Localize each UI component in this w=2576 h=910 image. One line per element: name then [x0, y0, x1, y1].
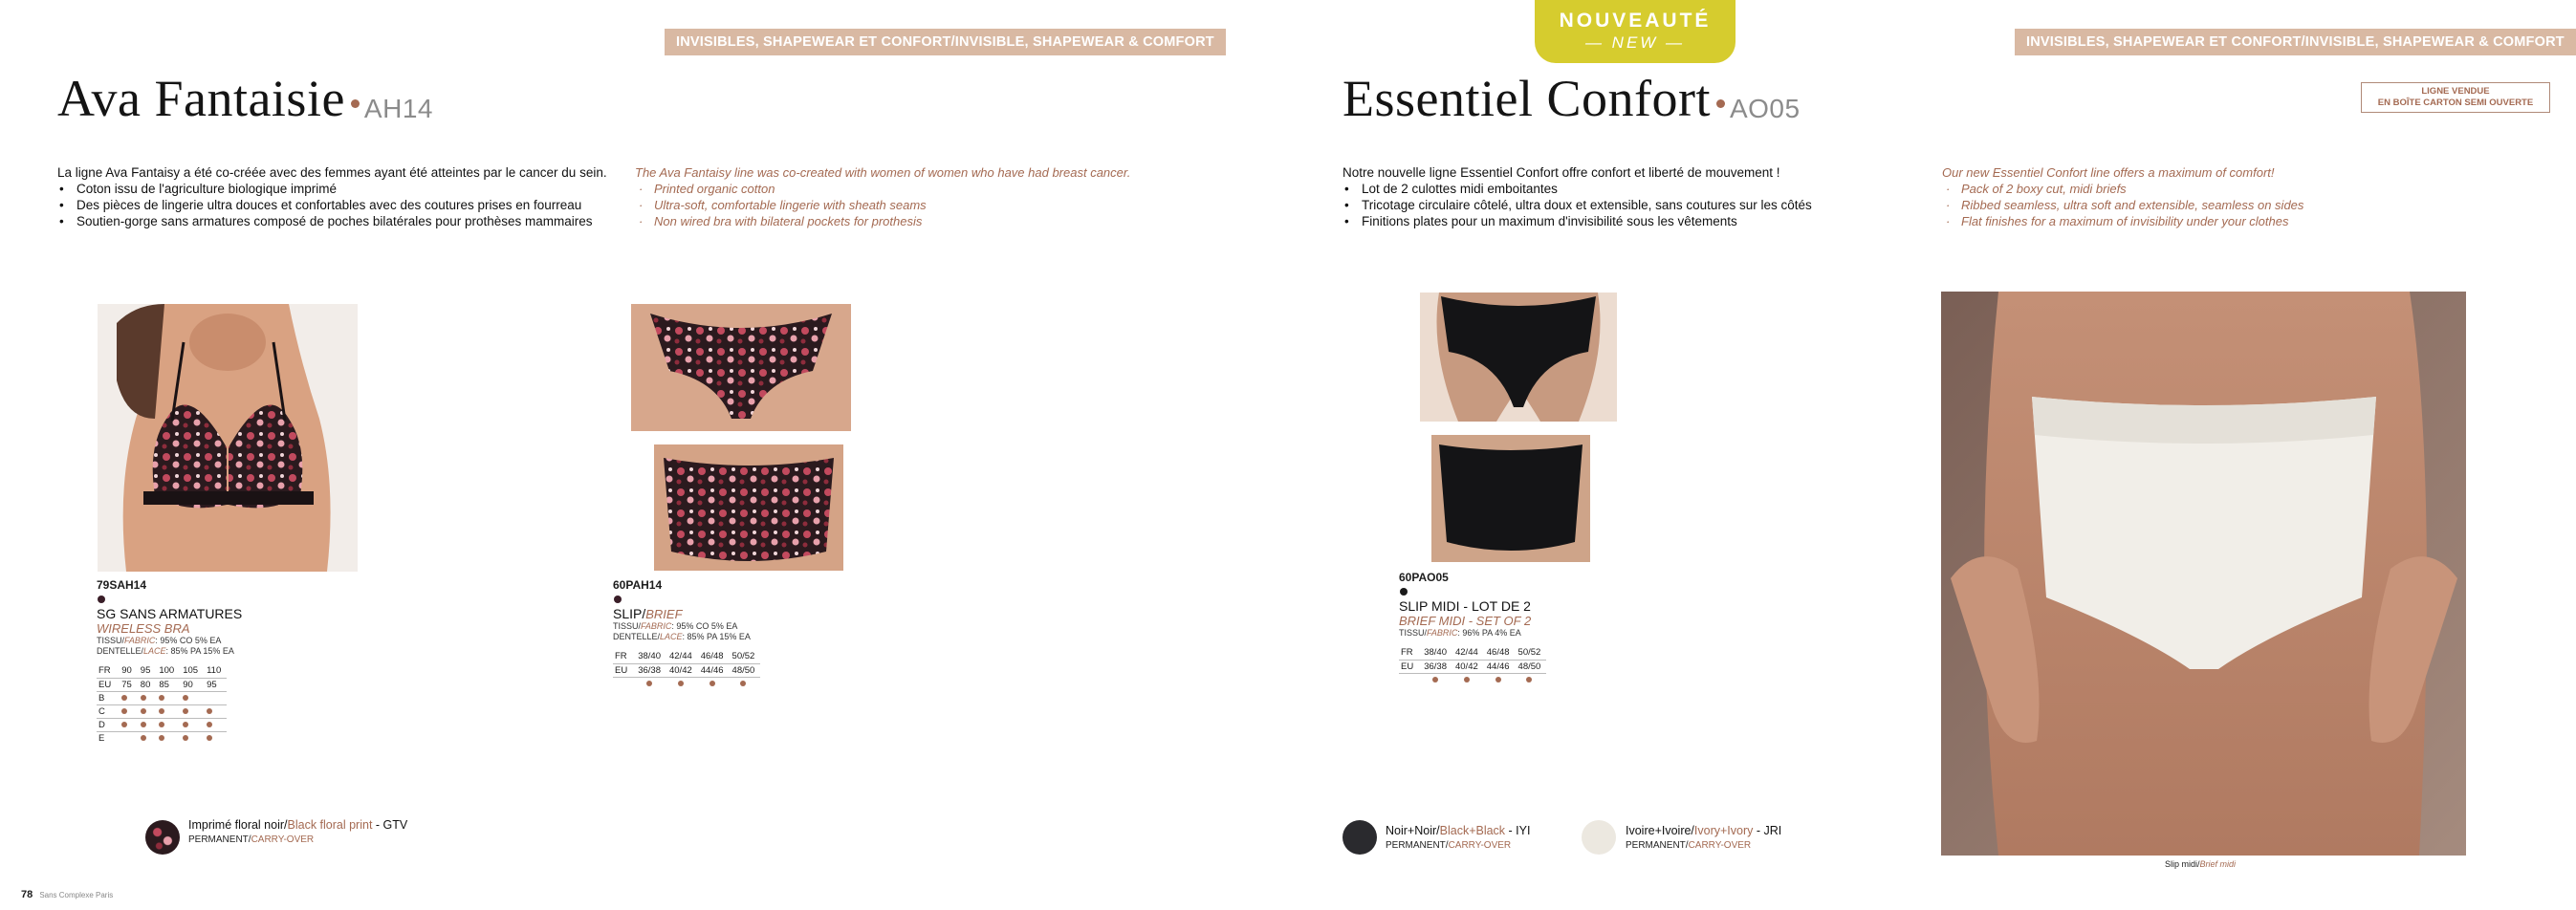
title-text: Ava Fantaisie	[57, 70, 345, 127]
photo-caption: Slip midi/Brief midi	[2165, 859, 2237, 869]
new-badge	[1535, 0, 1736, 63]
color-dot	[614, 596, 622, 603]
bra-photo	[98, 304, 358, 572]
intro-bullet: • Lot de 2 culottes midi emboitantes	[1343, 181, 1916, 197]
product-card-bra	[97, 578, 326, 745]
intro-en-right	[1942, 164, 2478, 229]
swatch-floral	[145, 820, 180, 855]
category-tag-left: INVISIBLES, SHAPEWEAR ET CONFORT/INVISIBLE, SHAPEWEAR & COMFORT	[665, 29, 1226, 55]
swatch-ivory	[1582, 820, 1616, 855]
product-card-brief	[613, 578, 862, 690]
page-title-right	[1343, 69, 1801, 128]
brief-photo-front	[631, 304, 851, 431]
intro-lead: Notre nouvelle ligne Essentiel Confort offre confort et liberté de mouvement !	[1343, 165, 1780, 180]
badge-line2: — NEW —	[1584, 33, 1686, 52]
footer-brand: Sans Complexe Paris	[39, 891, 114, 899]
intro-lead: La ligne Ava Fantaisy a été co-créée avec des femmes ayant été atteintes par le cancer du sein.	[57, 165, 607, 180]
intro-bullet-en: · Printed organic cotton	[635, 181, 1170, 197]
black-brief-photo-back	[1431, 435, 1590, 562]
fabric-composition: TISSU/FABRIC: 95% CO 5% EA	[613, 621, 738, 631]
intro-bullet: • Des pièces de lingerie ultra douces et confortables avec des coutures prises en fourreau	[57, 197, 622, 213]
swatch-label-floral: Imprimé floral noir/Black floral print - GTV PERMANENT/CARRY-OVER	[188, 818, 408, 845]
footer-left	[21, 889, 113, 900]
intro-bullet-en: · Flat finishes for a maximum of invisibility under your clothes	[1942, 213, 2478, 229]
badge-line1: NOUVEAUTÉ	[1559, 10, 1712, 32]
lace-composition: DENTELLE/LACE: 85% PA 15% EA	[613, 632, 751, 641]
intro-bullet: • Tricotage circulaire côtelé, ultra doux et extensible, sans coutures sur les côtés	[1343, 197, 1916, 213]
swatch-black	[1343, 820, 1377, 855]
fabric-composition: TISSU/FABRIC: 95% CO 5% EA	[97, 636, 222, 645]
product-ref: 79SAH14	[97, 578, 147, 592]
color-dot	[1400, 588, 1408, 596]
product-name: SLIP/BRIEF	[613, 606, 683, 621]
intro-bullet-en: · Pack of 2 boxy cut, midi briefs	[1942, 181, 2478, 197]
category-tag-right: INVISIBLES, SHAPEWEAR ET CONFORT/INVISIBLE, SHAPEWEAR & COMFORT	[2015, 29, 2576, 55]
intro-bullet: • Coton issu de l'agriculture biologique imprimé	[57, 181, 622, 197]
size-table: FR 38/40 42/44 46/48 50/52 EU 36/38 40/42 44/46 48/50	[613, 650, 760, 690]
intro-fr-right	[1343, 164, 1916, 229]
page-number: 78	[21, 889, 33, 900]
page-title-left	[57, 69, 433, 128]
intro-en-left	[635, 164, 1170, 229]
intro-bullet-en: · Ultra-soft, comfortable lingerie with sheath seams	[635, 197, 1170, 213]
fabric-composition: TISSU/FABRIC: 96% PA 4% EA	[1399, 628, 1521, 638]
product-ref: 60PAH14	[613, 578, 663, 592]
product-name-en: WIRELESS BRA	[97, 621, 190, 636]
intro-bullet-en: · Ribbed seamless, ultra soft and extensible, seamless on sides	[1942, 197, 2478, 213]
intro-bullet-en: · Non wired bra with bilateral pockets for prothesis	[635, 213, 1170, 229]
intro-bullet: • Finitions plates pour un maximum d'invisibilité sous les vêtements	[1343, 213, 1916, 229]
product-card-midi	[1399, 571, 1648, 686]
product-name-en: BRIEF MIDI - SET OF 2	[1399, 614, 1532, 628]
size-table: FR 38/40 42/44 46/48 50/52 EU 36/38 40/42 44/46 48/50	[1399, 646, 1546, 686]
product-name: SLIP MIDI - LOT DE 2	[1399, 598, 1531, 614]
swatch-label-black: Noir+Noir/Black+Black - IYI PERMANENT/CARRY-OVER	[1386, 824, 1531, 851]
product-ref: 60PAO05	[1399, 571, 1449, 584]
line-code: AO05	[1729, 94, 1801, 123]
intro-bullet: • Soutien-gorge sans armatures composé de poches bilatérales pour prothèses mammaires	[57, 213, 622, 229]
ivory-brief-photo	[1941, 292, 2466, 856]
title-dot	[351, 99, 360, 108]
black-brief-photo-front	[1420, 292, 1617, 422]
swatch-label-ivory: Ivoire+Ivoire/Ivory+Ivory - JRI PERMANENT/CARRY-OVER	[1626, 824, 1782, 851]
intro-lead-en: Our new Essentiel Confort line offers a maximum of comfort!	[1942, 165, 2275, 180]
brief-photo-back	[654, 444, 843, 571]
title-dot	[1716, 99, 1725, 108]
size-table: FR 90 95 100 105 110 EU 75 80 85 90 95 B C D E	[97, 664, 227, 745]
lace-composition: DENTELLE/LACE: 85% PA 15% EA	[97, 646, 234, 656]
product-name: SG SANS ARMATURES	[97, 606, 243, 621]
line-code: AH14	[363, 94, 433, 123]
intro-fr-left	[57, 164, 622, 229]
intro-lead-en: The Ava Fantaisy line was co-created with women of women who have had breast cancer.	[635, 165, 1131, 180]
color-dot	[98, 596, 105, 603]
packaging-note: LIGNE VENDUE EN BOÎTE CARTON SEMI OUVERTE	[2361, 82, 2550, 113]
title-text: Essentiel Confort	[1343, 70, 1711, 127]
